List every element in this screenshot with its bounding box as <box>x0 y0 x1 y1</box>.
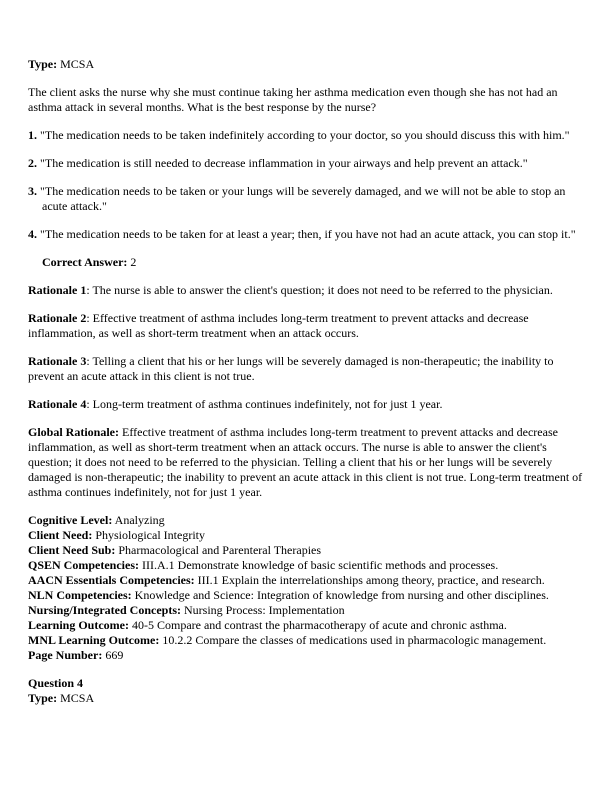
meta-label: Page Number: <box>28 648 103 662</box>
meta-nln-competencies <box>28 588 587 603</box>
meta-label: NLN Competencies: <box>28 588 132 602</box>
rationale-text: : Telling a client that his or her lungs will be severely damaged is non-therapeutic; the inability to prevent an acute attack in this client is not true. <box>28 354 554 383</box>
global-rationale-text: Effective treatment of asthma includes long-term treatment to prevent attacks and decrease inflammation, as well as short-term treatment when an attack occurs. The nurse is able to answer the client's question; it does not need to be referred to the physician. Telling a client that his or her lungs will be severely damaged is non-therapeutic; the inability to prevent an acute attack in this client is not true. Long-term treatment of asthma continues indefinitely, not for just 1 year. <box>28 425 583 499</box>
meta-aacn-competencies <box>28 573 587 588</box>
rationale-label: Rationale 4 <box>28 397 87 411</box>
correct-answer-value: 2 <box>127 255 137 269</box>
question-metadata <box>28 513 587 663</box>
meta-value: 10.2.2 Compare the classes of medications used in pharmacologic management. <box>159 633 547 647</box>
type-label: Type: <box>28 691 58 705</box>
meta-value: Knowledge and Science: Integration of knowledge from nursing and other disciplines. <box>131 588 549 602</box>
option-text: "The medication needs to be taken for at least a year; then, if you have not had an acute attack, you can stop it." <box>37 227 576 241</box>
type-value: MCSA <box>57 57 95 71</box>
option-number: 4. <box>28 227 37 241</box>
question-type-line <box>28 57 587 72</box>
rationale-1 <box>28 283 587 298</box>
meta-value: III.A.1 Demonstrate knowledge of basic scientific methods and processes. <box>139 558 499 572</box>
meta-client-need <box>28 528 587 543</box>
meta-qsen-competencies <box>28 558 587 573</box>
meta-label: MNL Learning Outcome: <box>28 633 160 647</box>
answer-option-4 <box>28 227 587 242</box>
meta-label: QSEN Competencies: <box>28 558 139 572</box>
answer-option-1 <box>28 128 587 143</box>
meta-learning-outcome <box>28 618 587 633</box>
meta-label: AACN Essentials Competencies: <box>28 573 195 587</box>
type-value: MCSA <box>57 691 95 705</box>
meta-label: Nursing/Integrated Concepts: <box>28 603 181 617</box>
rationale-text: : The nurse is able to answer the client's question; it does not need to be referred to the physician. <box>86 283 553 297</box>
document-page <box>28 57 587 706</box>
rationale-label: Rationale 2 <box>28 311 87 325</box>
question-stem: The client asks the nurse why she must continue taking her asthma medication even though she has not had an asthma attack in several months. What is the best response by the nurse? <box>28 85 558 114</box>
next-question-type-line <box>28 691 587 706</box>
meta-value: 40-5 Compare and contrast the pharmacotherapy of acute and chronic asthma. <box>129 618 507 632</box>
rationale-2 <box>28 311 587 341</box>
meta-client-need-sub <box>28 543 587 558</box>
option-number: 3. <box>28 184 37 198</box>
meta-cognitive-level <box>28 513 587 528</box>
meta-label: Cognitive Level: <box>28 513 113 527</box>
next-question-title: Question 4 <box>28 676 84 690</box>
meta-mnl-learning-outcome <box>28 633 587 648</box>
meta-label: Learning Outcome: <box>28 618 129 632</box>
meta-value: III.1 Explain the interrelationships among theory, practice, and research. <box>194 573 545 587</box>
option-number: 1. <box>28 128 37 142</box>
meta-label: Client Need Sub: <box>28 543 116 557</box>
option-text: "The medication is still needed to decrease inflammation in your airways and help prevent an attack." <box>37 156 528 170</box>
global-rationale-label: Global Rationale: <box>28 425 120 439</box>
meta-value: Nursing Process: Implementation <box>181 603 345 617</box>
meta-value: Pharmacological and Parenteral Therapies <box>115 543 322 557</box>
answer-option-3 <box>28 184 587 214</box>
meta-value: Analyzing <box>112 513 165 527</box>
option-text: "The medication needs to be taken or your lungs will be severely damaged, and we will not be able to stop an acute attack." <box>37 184 566 213</box>
type-label: Type: <box>28 57 58 71</box>
rationale-4 <box>28 397 587 412</box>
rationale-3 <box>28 354 587 384</box>
rationale-text: : Effective treatment of asthma includes long-term treatment to prevent attacks and decrease inflammation, as well as short-term treatment when an attack occurs. <box>28 311 529 340</box>
global-rationale <box>28 425 587 500</box>
answer-option-2 <box>28 156 587 171</box>
correct-answer-label: Correct Answer: <box>42 255 128 269</box>
meta-label: Client Need: <box>28 528 93 542</box>
correct-answer-line <box>42 255 573 270</box>
meta-nursing-integrated-concepts <box>28 603 587 618</box>
meta-value: Physiological Integrity <box>92 528 205 542</box>
option-number: 2. <box>28 156 37 170</box>
meta-value: 669 <box>102 648 124 662</box>
rationale-label: Rationale 3 <box>28 354 87 368</box>
rationale-text: : Long-term treatment of asthma continues indefinitely, not for just 1 year. <box>86 397 443 411</box>
next-question-block <box>28 676 587 706</box>
option-text: "The medication needs to be taken indefinitely according to your doctor, so you should discuss this with him." <box>37 128 570 142</box>
rationale-label: Rationale 1 <box>28 283 87 297</box>
meta-page-number <box>28 648 587 663</box>
